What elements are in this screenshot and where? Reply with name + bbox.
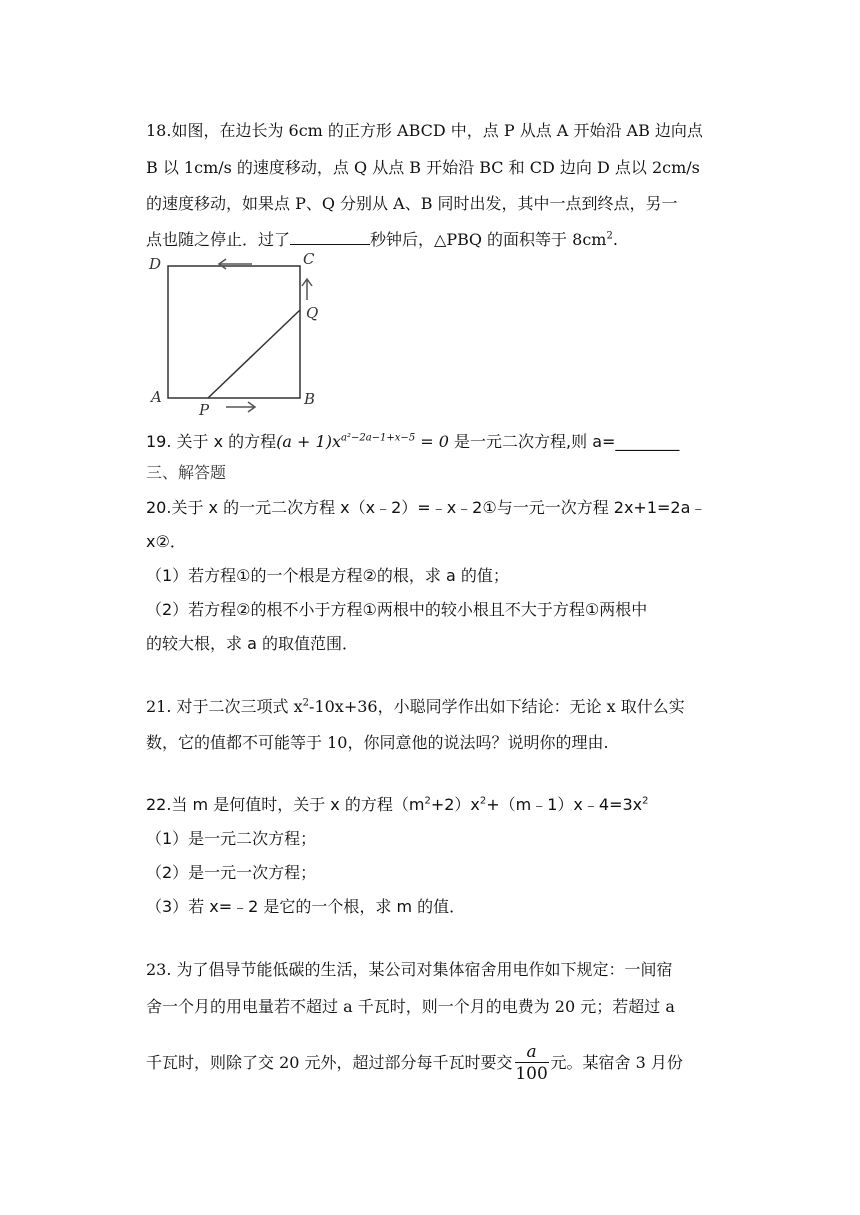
q18-line-1: 18.如图，在边长为 6cm 的正方形 ABCD 中，点 P 从点 A 开始沿 AB 边向点 xyxy=(146,121,703,140)
q22-sup-1: 2 xyxy=(424,795,431,807)
q21-text-b: -10x+36，小聪同学作出如下结论：无论 x 取什么实 xyxy=(309,697,685,716)
q19-equals: = 0 xyxy=(415,432,449,451)
q19-line xyxy=(146,430,679,454)
q20-line-1: 20.关于 x 的一元二次方程 x（x﹣2）=﹣x﹣2①与一元一次方程 2x+1=2a﹣ xyxy=(146,498,707,517)
q20-sub-2-line-2: 的较大根，求 a 的取值范围． xyxy=(146,634,358,653)
q20-sub-2-line-1: （2）若方程②的根不小于方程①两根中的较小根且不大于方程①两根中 xyxy=(146,600,648,619)
q22-text-b: +2）x xyxy=(430,795,480,814)
q23-line-2: 舍一个月的用电量若不超过 a 千瓦时，则一个月的电费为 20 元；若超过 a xyxy=(146,997,675,1016)
q21-line-2: 数，它的值都不可能等于 10，你同意他的说法吗？说明你的理由. xyxy=(146,733,609,752)
q22-sup-3: 2 xyxy=(642,795,649,807)
q22-sup-2: 2 xyxy=(479,795,487,807)
q20-sub-1: （1）若方程①的一个根是方程②的根，求 a 的值； xyxy=(146,566,509,585)
q20-line-2: x②． xyxy=(146,532,186,551)
q22-sub-2: （2）是一元一次方程； xyxy=(146,863,317,882)
q18-text-a: 点也随之停止．过了 xyxy=(146,230,291,249)
q19-base: (a + 1)x xyxy=(276,432,341,451)
q18-sup: 2 xyxy=(606,230,613,242)
label-a: A xyxy=(151,388,162,406)
q18-text-end: . xyxy=(612,230,618,249)
q22-text-c: +（m﹣1）x﹣4=3x xyxy=(486,795,643,814)
q21-sup: 2 xyxy=(302,697,310,709)
q19-prefix: 19. 关于 x 的方程 xyxy=(146,432,277,451)
square-abcd xyxy=(168,266,300,398)
q23-fraction xyxy=(515,1042,549,1085)
q23-text-a: 千瓦时，则除了交 20 元外，超过部分每千瓦时要交 xyxy=(146,1053,513,1072)
q21-text-a: 21. 对于二次三项式 x xyxy=(146,697,303,716)
q19-exponent: a²−2a−1+x−5 xyxy=(341,432,416,444)
label-p: P xyxy=(199,401,210,419)
q18-answer-blank[interactable] xyxy=(290,230,370,245)
q18-line-3: 的速度移动，如果点 P、Q 分别从 A、B 同时出发，其中一点到终点，另一 xyxy=(146,194,678,213)
q19-suffix: 是一元二次方程,则 a=________ xyxy=(448,432,680,451)
label-q: Q xyxy=(306,304,319,322)
q23-line-1: 23. 为了倡导节能低碳的生活，某公司对集体宿舍用电作如下规定：一间宿 xyxy=(146,960,673,979)
q22-sub-1: （1）是一元二次方程； xyxy=(146,829,317,848)
q23-text-b: 元。某宿舍 3 月份 xyxy=(550,1053,683,1072)
q22-text-a: 22.当 m 是何值时，关于 x 的方程（m xyxy=(146,795,425,814)
label-c: C xyxy=(303,250,315,268)
q18-square-figure xyxy=(140,248,340,420)
q21-line-1 xyxy=(146,695,685,719)
section-heading: 三、解答题 xyxy=(146,463,227,482)
q23-fraction-denominator: 100 xyxy=(515,1063,548,1084)
q18-line-2: B 以 1cm/s 的速度移动，点 Q 从点 B 开始沿 BC 和 CD 边向 D 点以 2cm/s xyxy=(146,158,700,177)
segment-pq xyxy=(208,310,300,398)
label-d: D xyxy=(149,255,162,273)
q22-line-1 xyxy=(146,793,649,817)
q23-fraction-numerator: a xyxy=(526,1041,537,1062)
label-b: B xyxy=(304,390,316,408)
q22-sub-3: （3）若 x=﹣2 是它的一个根，求 m 的值． xyxy=(146,897,466,916)
q18-text-b: 秒钟后，△PBQ 的面积等于 8cm xyxy=(370,230,607,249)
q23-line-3 xyxy=(146,1040,683,1086)
